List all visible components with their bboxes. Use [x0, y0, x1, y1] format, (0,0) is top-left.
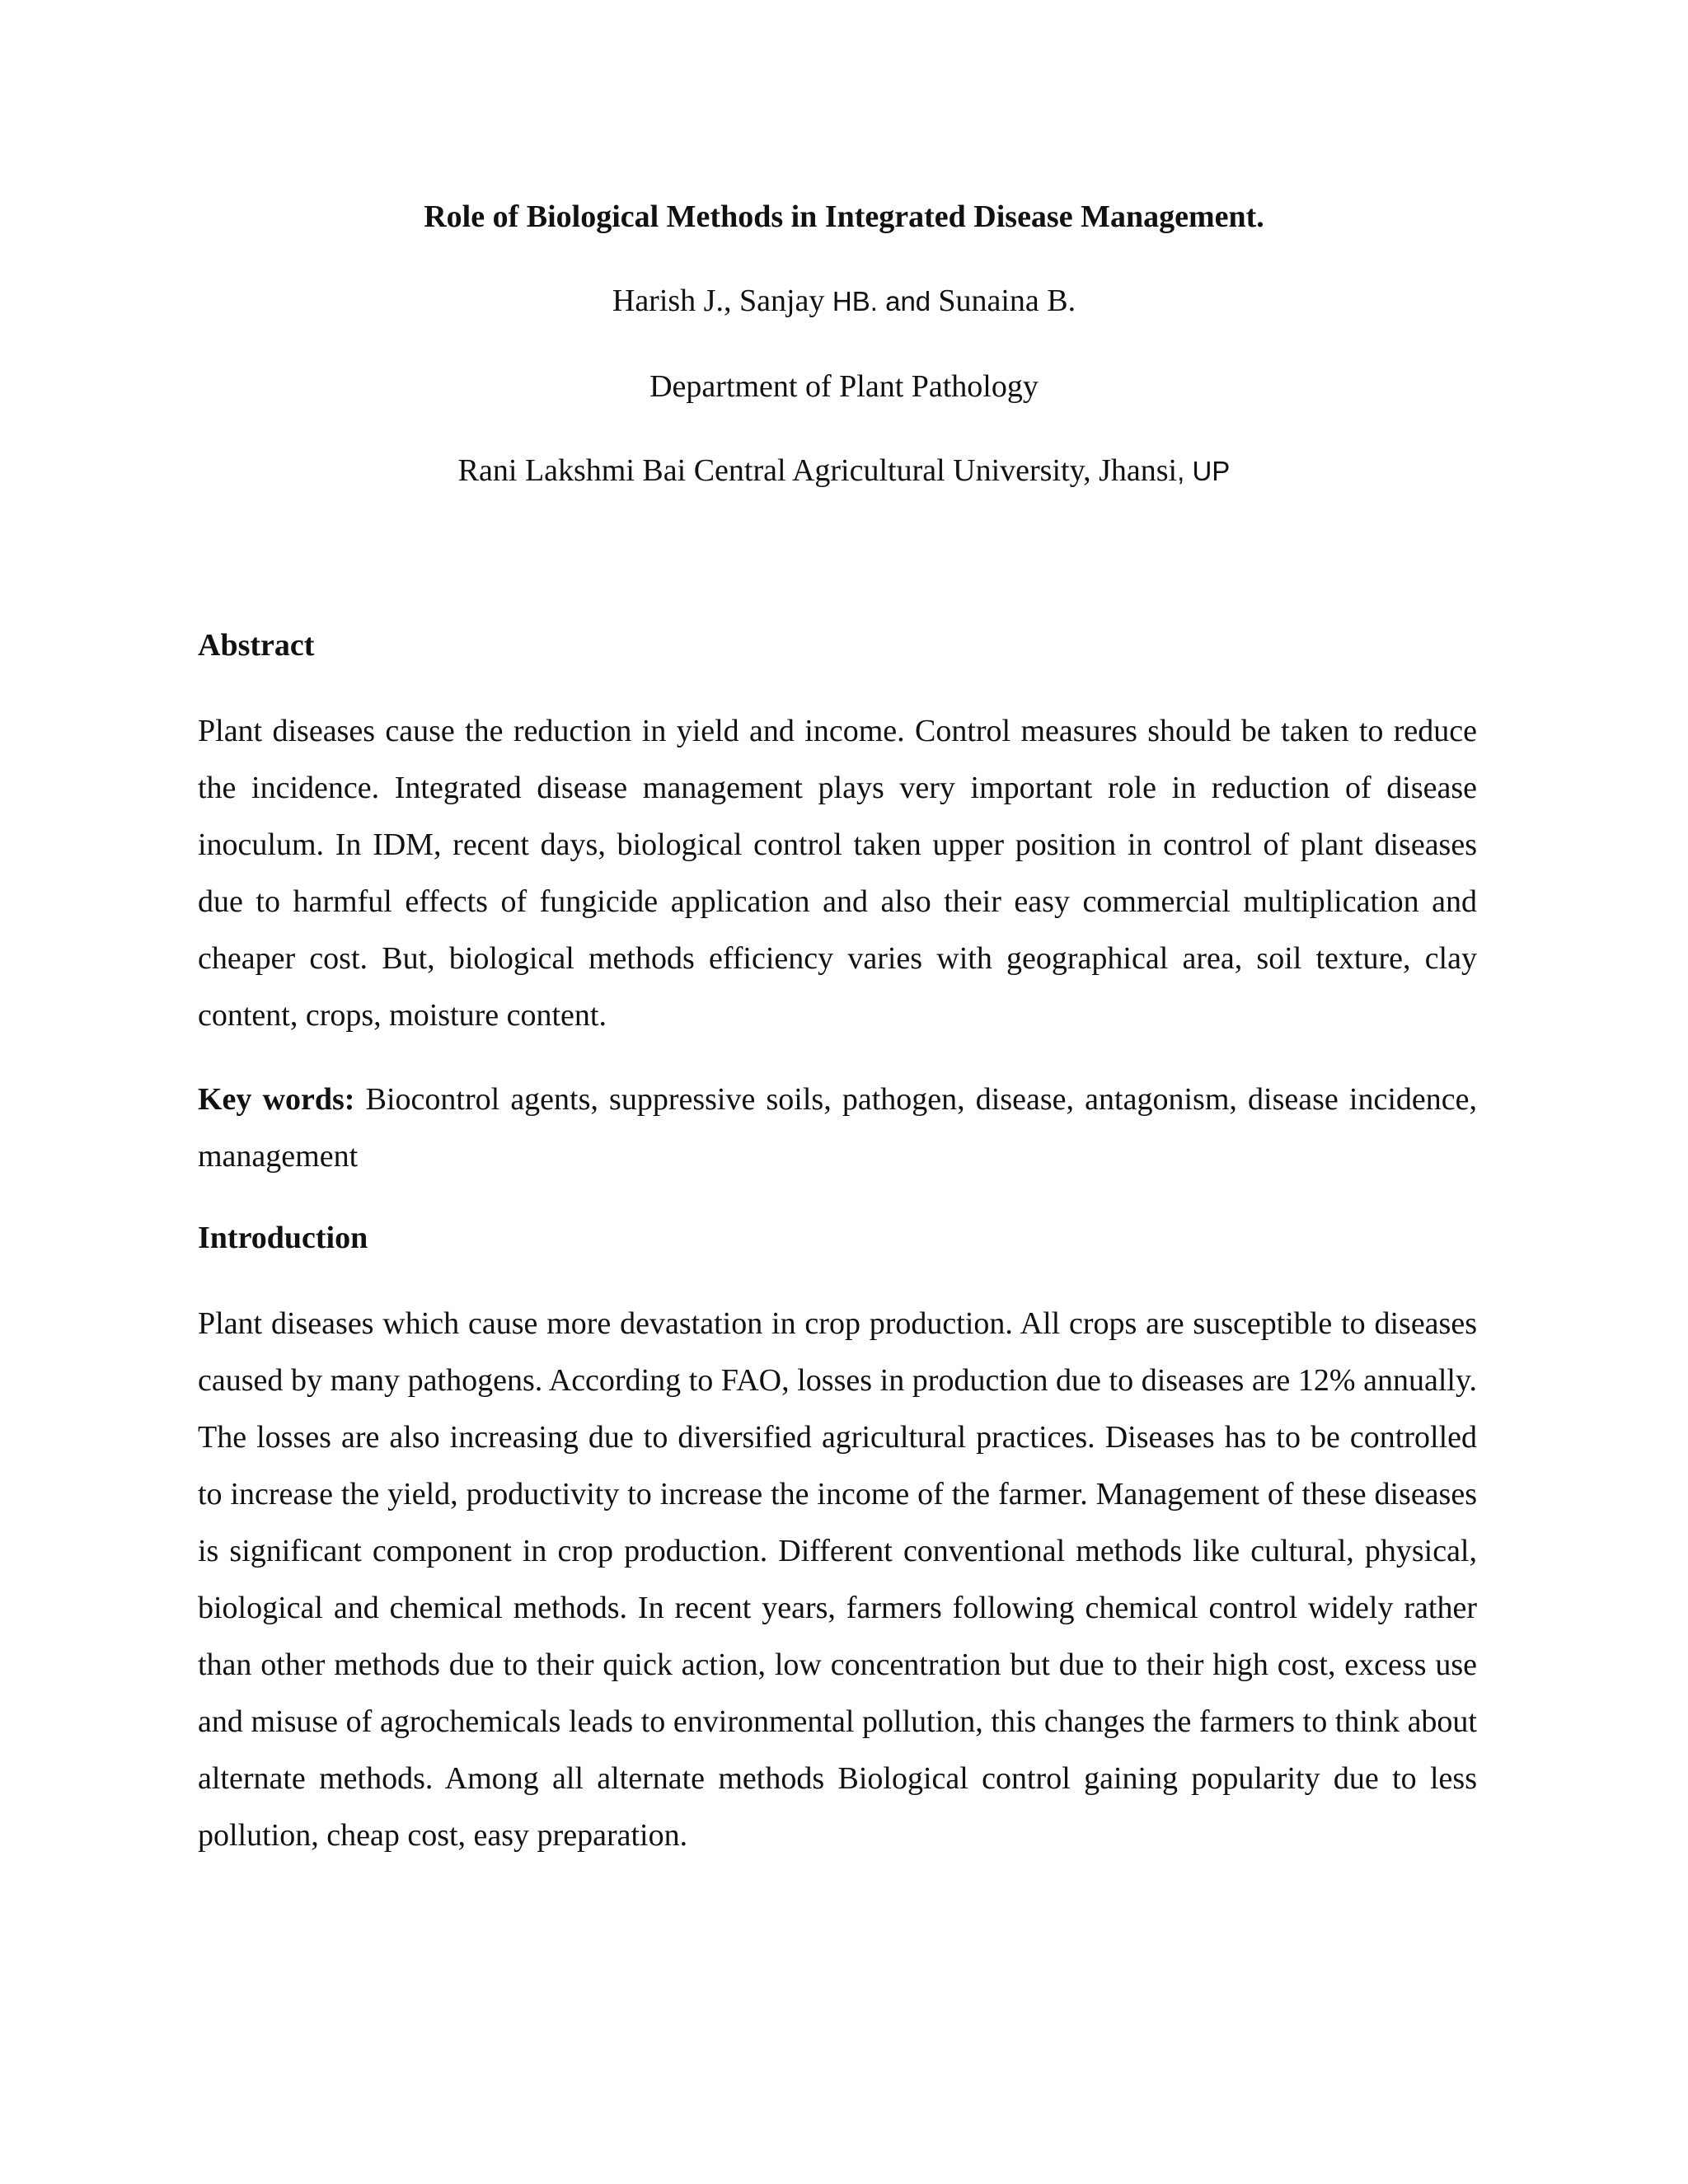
keywords-paragraph	[198, 1071, 1477, 1185]
university-line	[0, 450, 1688, 492]
introduction-paragraph: Plant diseases which cause more devastation in crop production. All crops are susceptible to diseases caused by many pathogens. According to FAO, losses in production due to diseases are 12% annually. The losses are also increasing due to diversified agricultural practices. Diseases has to be controlled to increase the yield, productivity to increase the income of the farmer. Management of these diseases is significant component in crop production. Different conventional methods like cultural, physical, biological and chemical methods. In recent years, farmers following chemical control widely rather than other methods due to their quick action, low concentration but due to their high cost, excess use and misuse of agrochemicals leads to environmental pollution, this changes the farmers to think about alternate methods. Among all alternate methods Biological control gaining popularity due to less pollution, cheap cost, easy preparation.	[198, 1306, 1477, 1853]
department-line: Department of Plant Pathology	[649, 369, 1039, 404]
keywords-text: Biocontrol agents, suppressive soils, pathogen, disease, antagonism, disease incidence, management	[198, 1082, 1477, 1174]
paper-title: Role of Biological Methods in Integrated Disease Management.	[424, 199, 1264, 234]
abstract-heading: Abstract	[198, 628, 315, 663]
university-text-2: , UP	[1177, 456, 1231, 486]
author-text-3: Sunaina B.	[938, 284, 1076, 318]
introduction-heading: Introduction	[198, 1221, 368, 1255]
author-line	[0, 280, 1688, 322]
university-text-1: Rani Lakshmi Bai Central Agricultural University, Jhansi	[457, 453, 1178, 488]
abstract-paragraph: Plant diseases cause the reduction in yield and income. Control measures should be taken to reduce the incidence. Integrated disease management plays very important role in reduction of disease inoculum. In IDM, recent days, biological control taken upper position in control of plant diseases due to harmful effects of fungicide application and also their easy commercial multiplication and cheaper cost. But, biological methods efficiency varies with geographical area, soil texture, clay content, crops, moisture content.	[198, 714, 1477, 1033]
author-text-2: HB. and	[832, 286, 939, 316]
author-text-1: Harish J., Sanjay	[612, 284, 832, 318]
keywords-label: Key words:	[198, 1082, 355, 1117]
